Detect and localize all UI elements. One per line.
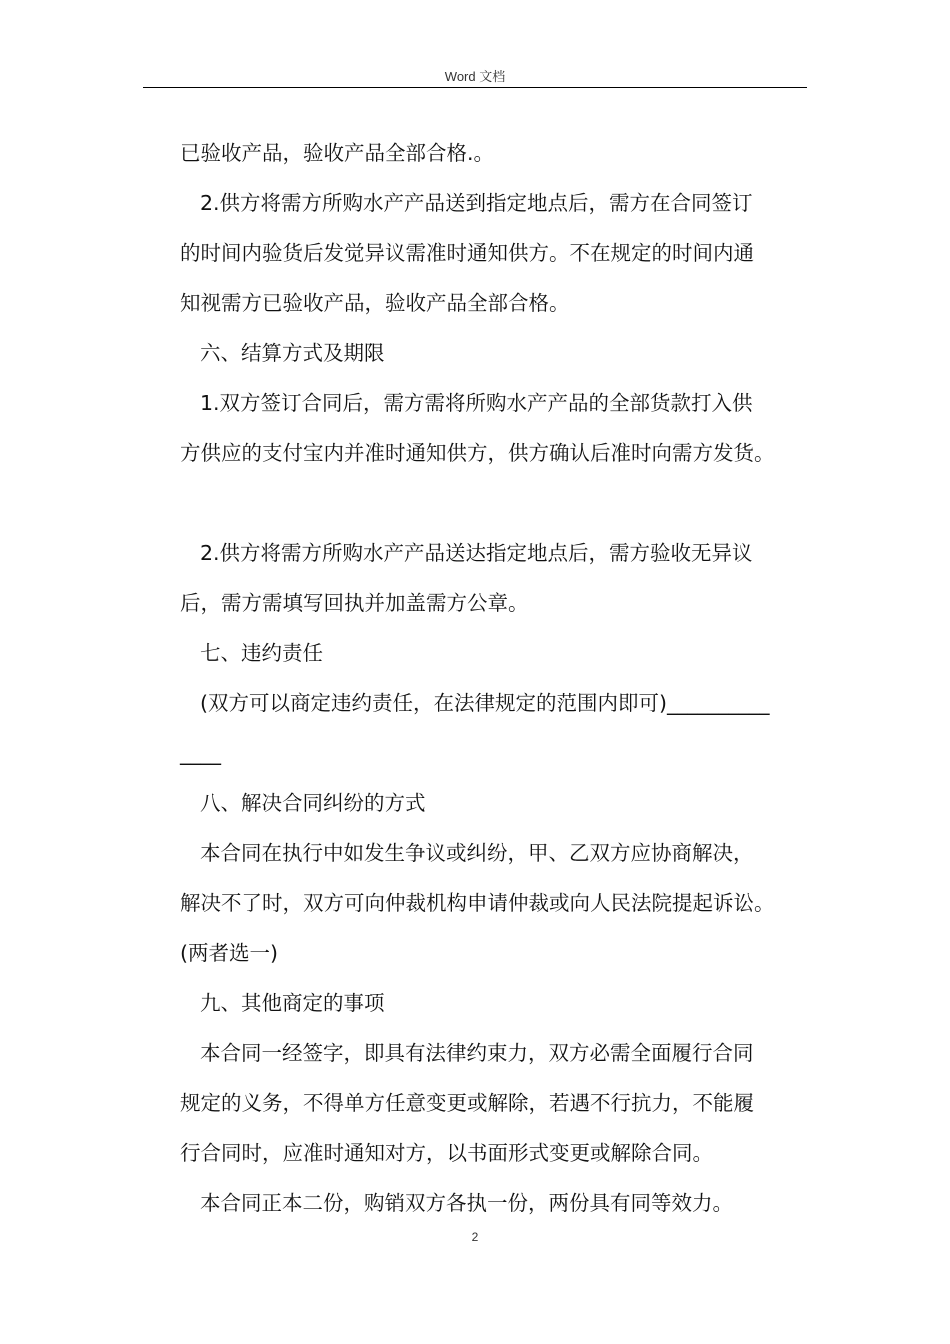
section-heading: 八、解决合同纠纷的方式 <box>200 791 426 815</box>
body-line: (两者选一) <box>180 941 278 965</box>
section-heading: 六、结算方式及期限 <box>200 341 385 365</box>
body-line: (双方可以商定违约责任，在法律规定的范围内即可)__________ <box>200 691 770 715</box>
body-line: 的时间内验货后发觉异议需准时通知供方。不在规定的时间内通 <box>180 241 754 265</box>
body-line: 本合同正本二份，购销双方各执一份，两份具有同等效力。 <box>200 1191 733 1215</box>
body-line: 后，需方需填写回执并加盖需方公章。 <box>180 591 529 615</box>
body-line: 解决不了时，双方可向仲裁机构申请仲裁或向人民法院提起诉讼。 <box>180 891 775 915</box>
body-line: 2.供方将需方所购水产产品送达指定地点后，需方验收无异议 <box>200 541 753 565</box>
blank-line <box>180 478 815 528</box>
header-divider <box>143 87 807 88</box>
page-header: Word 文档 <box>444 69 506 84</box>
section-heading: 九、其他商定的事项 <box>200 991 385 1015</box>
body-line: 行合同时，应准时通知对方，以书面形式变更或解除合同。 <box>180 1141 713 1165</box>
page-number: 2 <box>471 1230 479 1244</box>
body-line: ____ <box>180 741 221 765</box>
body-line: 2.供方将需方所购水产产品送到指定地点后，需方在合同签订 <box>200 191 753 215</box>
body-line: 方供应的支付宝内并准时通知供方，供方确认后准时向需方发货。 <box>180 441 775 465</box>
body-line: 本合同一经签字，即具有法律约束力，双方必需全面履行合同 <box>200 1041 754 1065</box>
document-body <box>180 128 815 1228</box>
body-line: 已验收产品，验收产品全部合格.。 <box>180 141 495 165</box>
body-line: 规定的义务，不得单方任意变更或解除，若遇不行抗力，不能履 <box>180 1091 754 1115</box>
body-line: 1.双方签订合同后，需方需将所购水产产品的全部货款打入供 <box>200 391 753 415</box>
body-line: 本合同在执行中如发生争议或纠纷，甲、乙双方应协商解决， <box>200 841 754 865</box>
section-heading: 七、违约责任 <box>200 641 323 665</box>
body-line: 知视需方已验收产品，验收产品全部合格。 <box>180 291 570 315</box>
